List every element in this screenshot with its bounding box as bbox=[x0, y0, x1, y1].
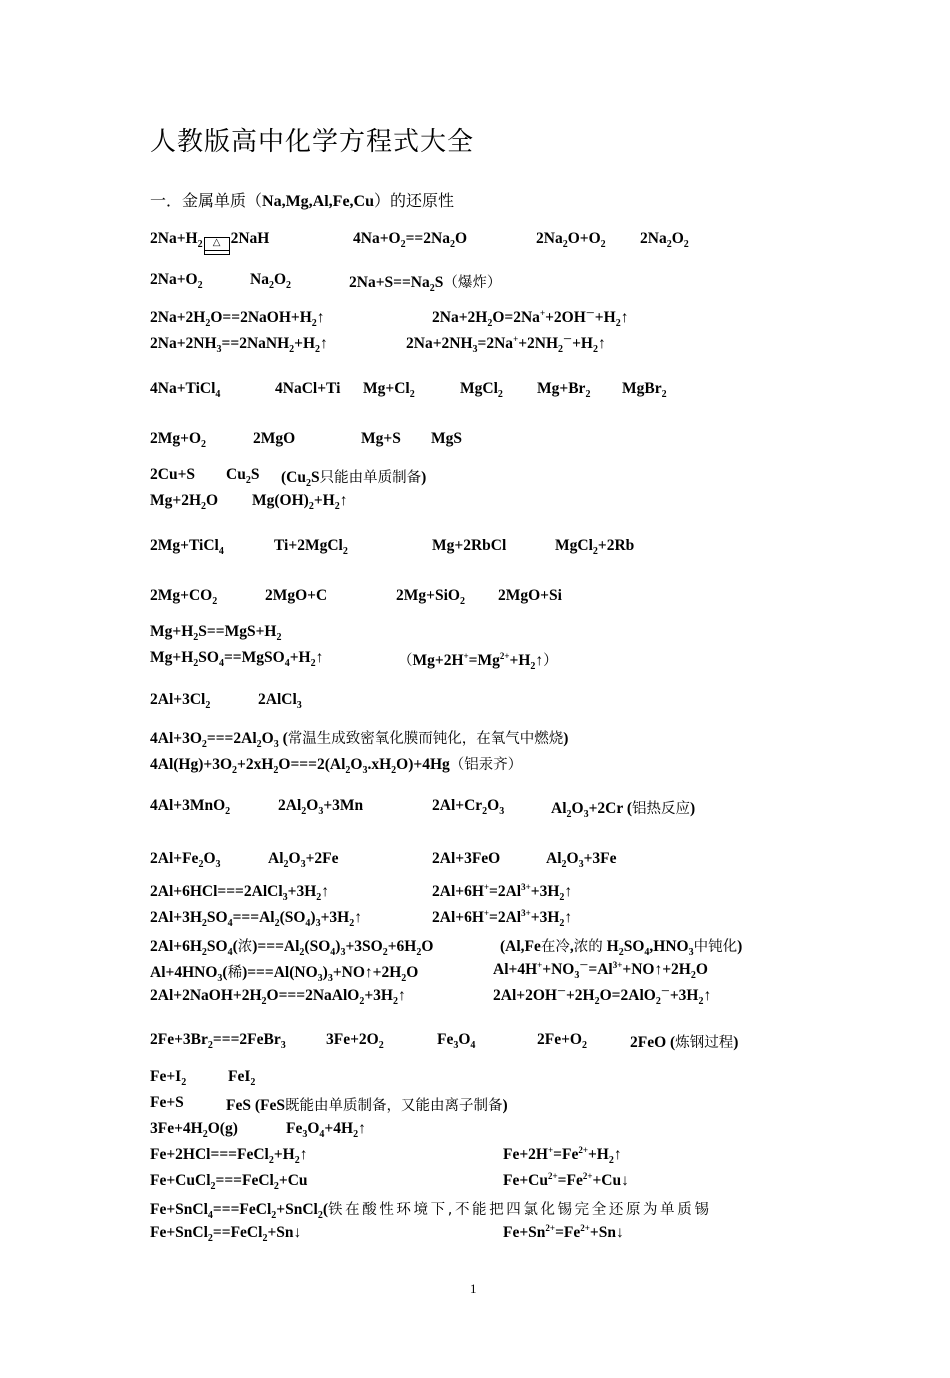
equation-text: $2Al+2NaOH+2H_2O===2NaAlO_2+3H_2↑$ bbox=[150, 987, 406, 1007]
equation-text: $2Na+2H_2O==2NaOH+H_2↑$ bbox=[150, 309, 325, 329]
equation-text: $2Al+Cr_2O_3$ bbox=[432, 797, 505, 817]
equation-text: 2Cu+S bbox=[150, 466, 196, 483]
equation-row bbox=[150, 430, 810, 454]
equation-row bbox=[150, 1198, 810, 1222]
equation-row bbox=[150, 1094, 810, 1118]
equation-text: $Fe+Cu^{2+}=Fe^{2+}+Cu↓$ bbox=[503, 1171, 629, 1189]
equation-row bbox=[150, 309, 810, 333]
equation-text: FeI$_2$ bbox=[228, 1068, 256, 1088]
equation-row bbox=[150, 797, 810, 821]
equation-row bbox=[150, 1224, 810, 1248]
equation-row bbox=[150, 537, 810, 561]
equation-text: $2Al+6H^+=2Al^{3+}+3H_2↑$ bbox=[432, 882, 573, 903]
section-heading bbox=[150, 188, 454, 211]
equation-text: 2Al+3FeO bbox=[432, 850, 501, 867]
equation-text: 4NaCl+Ti bbox=[275, 380, 341, 397]
equation-row bbox=[150, 753, 810, 777]
equation-text: $Fe_3O_4$ bbox=[437, 1031, 476, 1051]
section-heading-prefix: 一．金属单质（ bbox=[150, 191, 263, 210]
equation-row bbox=[150, 587, 810, 611]
equation-text: 2MgO bbox=[253, 430, 296, 447]
equation-row bbox=[150, 492, 810, 516]
equation-row bbox=[150, 883, 810, 907]
equation-text: 2AlCl$_3$ bbox=[258, 691, 302, 711]
equation-text: 4Al+3MnO$_2$ bbox=[150, 797, 231, 817]
equation-text: $Fe+2HCl===FeCl_2+H_2↑$ bbox=[150, 1146, 308, 1166]
equation-row bbox=[150, 909, 810, 933]
heating-condition-mark: △ bbox=[204, 237, 230, 255]
equation-row bbox=[150, 1146, 810, 1170]
equation-text: $2Na+S==Na_2S$（爆炸） bbox=[349, 274, 502, 294]
equation-text: 2MgO+Si bbox=[498, 587, 562, 604]
equation-text: $Fe+I_2$ bbox=[150, 1068, 187, 1088]
equation-text: $2Al+3H_2SO_4===Al_2(SO_4)_3+3H_2↑$ bbox=[150, 909, 362, 929]
equation-text: 2FeO (炼钢过程) bbox=[630, 1034, 739, 1051]
equation-row bbox=[150, 1120, 810, 1144]
equation-text: $4Al(Hg)+3O_2+2xH_2O===2(Al_2O_3.xH_2O)+4Hg$（铝汞齐） bbox=[150, 756, 523, 776]
equation-row bbox=[150, 1068, 810, 1092]
equation-text: ($Cu_2S$只能由单质制备) bbox=[281, 469, 427, 489]
equation-text: $2Mg+CO_2$ bbox=[150, 587, 218, 607]
equation-text: 2Mg+SiO$_2$ bbox=[396, 587, 465, 607]
equation-text: $2Al+6HCl===2AlCl_3+3H_2↑$ bbox=[150, 883, 330, 903]
equation-text: $Mg+Br_2$ bbox=[537, 380, 591, 400]
equation-text: Fe+S bbox=[150, 1094, 184, 1111]
equation-text: $4Al+3O_2===2Al_2O_3$ (常温生成致密氧化膜而钝化，在氧气中燃烧) bbox=[150, 730, 569, 750]
equation-text: $Al+4H^++NO_3^-=Al^{3+}+NO↑+2H_2O$ bbox=[493, 960, 708, 981]
equation-text: (Al,Fe在冷,浓的 $H_2SO_4,HNO_3$中钝化) bbox=[500, 938, 743, 958]
equation-row bbox=[150, 691, 810, 715]
equation-text: $2Al+3Cl_2$ bbox=[150, 691, 211, 711]
equation-text: FeS (FeS既能由单质制备，又能由离子制备) bbox=[226, 1097, 508, 1114]
equation-row bbox=[150, 271, 810, 295]
equation-text: $3Fe+2O_2$ bbox=[326, 1031, 384, 1051]
equation-text: MgCl$_2$ bbox=[460, 380, 503, 400]
equation-text: $2Al+2OH^-+2H_2O=2AlO_2^-+3H_2↑$ bbox=[493, 986, 712, 1007]
equation-text: $Cu_2S$ bbox=[226, 466, 260, 486]
equation-text: $Fe+Sn^{2+}=Fe^{2+}+Sn↓$ bbox=[503, 1223, 624, 1241]
equation-text: Ti+2MgCl$_2$ bbox=[274, 537, 348, 557]
equation-row bbox=[150, 380, 810, 404]
equation-row bbox=[150, 727, 810, 751]
equation-row bbox=[150, 335, 810, 359]
equation-row bbox=[150, 1172, 810, 1196]
equation-text: $Mg+2H_2O$ bbox=[150, 492, 219, 512]
equation-row bbox=[150, 935, 810, 959]
equation-text: $3Fe+4H_2O(g)$ bbox=[150, 1120, 238, 1140]
equation-row bbox=[150, 1031, 810, 1055]
equation-text: Fe+SnCl$_4$===FeCl$_2$+SnCl$_2$(铁在酸性环境下,不能把四氯化锡完全还原为单质锡 bbox=[150, 1201, 712, 1221]
equation-text: $Al_2O_3+3Fe$ bbox=[546, 850, 617, 870]
equation-row bbox=[150, 230, 810, 254]
equation-text: $Mg+H_2S==MgS+H_2$ bbox=[150, 623, 282, 643]
equation-text: $Al_2O_3+2Fe$ bbox=[268, 850, 339, 870]
equation-text: $Na_2O_2$ bbox=[250, 271, 292, 291]
equation-text: $Mg+Cl_2$ bbox=[363, 380, 415, 400]
equation-text: $4Na+O_2==2Na_2O$ bbox=[353, 230, 468, 250]
equation-row bbox=[150, 987, 810, 1011]
equation-text: $2Al+6H_2SO_4$(浓)$===Al_2(SO_4)_3+3SO_2+6H_2O$ bbox=[150, 938, 434, 958]
equation-row bbox=[150, 961, 810, 985]
equation-text: 2Mg+TiCl$_4$ bbox=[150, 537, 224, 557]
equation-text: $2Na+2NH_3==2NaNH_2+H_2↑$ bbox=[150, 335, 328, 355]
equation-text: $Al+4HNO_3$(稀)$===Al(NO_3)_3+NO↑+2H_2O$ bbox=[150, 964, 419, 984]
equation-text: MgBr$_2$ bbox=[622, 380, 667, 400]
equation-text: $Fe+2H^+=Fe^{2+}+H_2↑$ bbox=[503, 1145, 622, 1166]
equation-text: Mg+S bbox=[361, 430, 401, 447]
equation-text: $2Al+Fe_2O_3$ bbox=[150, 850, 221, 870]
equation-text: $2Na+2NH_3=2Na^++2NH_2^-+H_2↑$ bbox=[406, 334, 606, 355]
equation-text: 4Na+TiCl$_4$ bbox=[150, 380, 221, 400]
equation-text: $2Na+2H_2O=2Na^++2OH^-+H_2↑$ bbox=[432, 308, 629, 329]
equation-text: $2Na_2O_2$ bbox=[640, 230, 689, 250]
equation-text: MgCl$_2$+2Rb bbox=[555, 537, 635, 557]
equation-text: $2Mg+O_2$ bbox=[150, 430, 207, 450]
section-heading-suffix: ）的还原性 bbox=[374, 191, 455, 210]
equation-row bbox=[150, 466, 810, 490]
document-title: 人教版高中化学方程式大全 bbox=[150, 127, 475, 157]
equation-text: $2Fe+O_2$ bbox=[537, 1031, 587, 1051]
equation-text: Fe+SnCl$_2$==FeCl$_2$+Sn↓ bbox=[150, 1224, 302, 1244]
section-heading-metals: Na,Mg,Al,Fe,Cu bbox=[262, 193, 374, 210]
equation-text: $Fe_3O_4+4H_2↑$ bbox=[286, 1120, 366, 1140]
equation-text: Fe+CuCl$_2$===FeCl$_2$+Cu bbox=[150, 1172, 308, 1192]
page-number: 1 bbox=[470, 1281, 477, 1296]
equation-text: MgS bbox=[431, 430, 462, 447]
equation-text: $Al_2O_3+2Cr$ (铝热反应) bbox=[551, 800, 696, 820]
equation-text: $2Na+H_2$ △ 2NaH bbox=[150, 230, 269, 255]
equation-text: $2Na_2O+O_2$ bbox=[536, 230, 606, 250]
equation-text: $2Fe+3Br_2===2FeBr_3$ bbox=[150, 1031, 286, 1051]
equation-row bbox=[150, 649, 810, 673]
equation-text: $2Na+O_2$ bbox=[150, 271, 203, 291]
equation-row bbox=[150, 850, 810, 874]
equation-row bbox=[150, 623, 810, 647]
equation-text: $2Al+6H^+=2Al^{3+}+3H_2↑$ bbox=[432, 908, 573, 929]
equation-text: Mg+2RbCl bbox=[432, 537, 507, 554]
equation-text: $(Mg+2H^+=Mg^{2+}+H_2↑)$ bbox=[398, 651, 558, 672]
equation-text: $Mg(OH)_2+H_2↑$ bbox=[252, 492, 348, 512]
equation-text: 2MgO+C bbox=[265, 587, 328, 604]
equation-text: $2Al_2O_3+3Mn$ bbox=[278, 797, 364, 817]
equation-text: $Mg+H_2SO_4==MgSO_4+H_2↑$ bbox=[150, 649, 324, 669]
